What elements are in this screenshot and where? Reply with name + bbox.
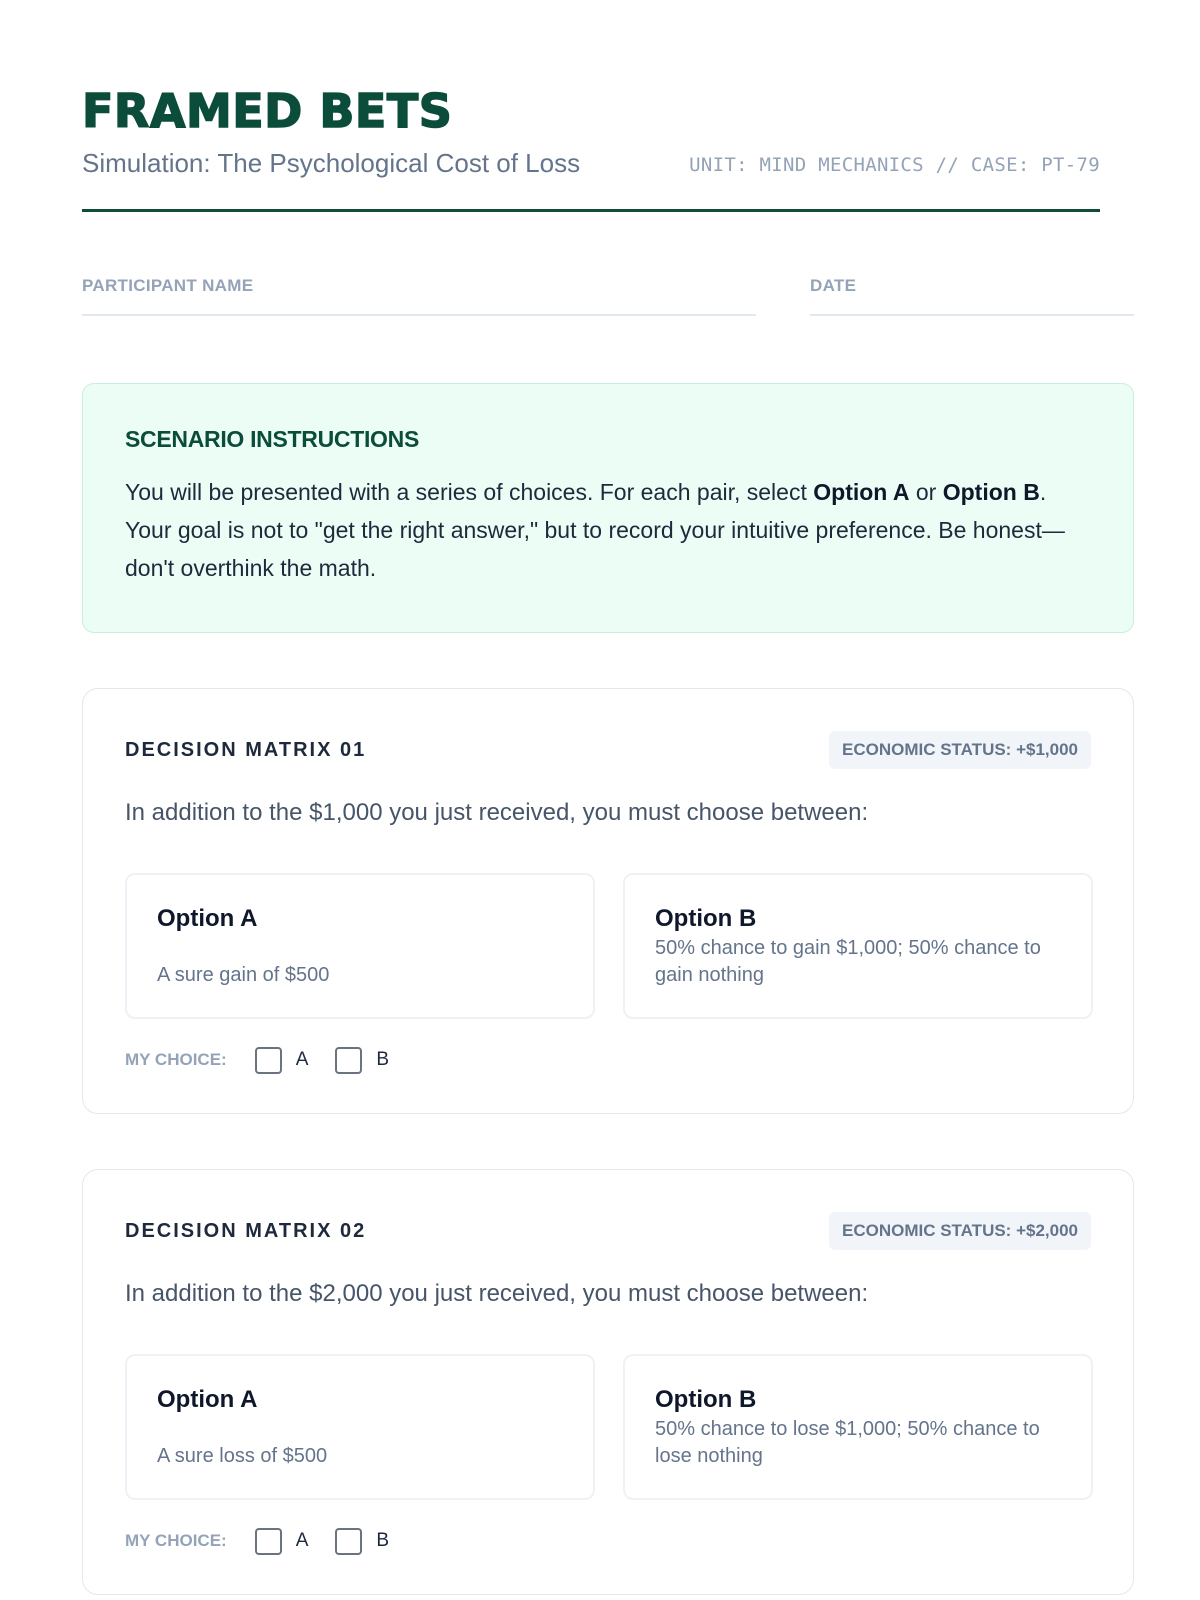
option-a-card [125, 873, 595, 1019]
option-a-description: A sure gain of $500 [157, 964, 330, 986]
option-b-description: 50% chance to gain $1,000; 50% chance to gain nothing [655, 937, 1041, 986]
instructions-text [125, 473, 1091, 587]
option-a-title: Option A [157, 1386, 258, 1413]
instructions-text-part: . Your goal is not to "get the right answer," but to record your intuitive preference. Be honest—don't overthink the math. [125, 479, 1065, 581]
instructions-heading: SCENARIO INSTRUCTIONS [125, 426, 419, 452]
instructions-text-part: or [909, 479, 943, 505]
option-b-description: 50% chance to lose $1,000; 50% chance to lose nothing [655, 1418, 1040, 1467]
option-b-card [623, 873, 1093, 1019]
instructions-option-a: Option A [813, 479, 910, 505]
option-b-title: Option B [655, 1386, 757, 1413]
scenario-instructions [82, 383, 1134, 633]
page-subtitle: Simulation: The Psychological Cost of Loss [82, 148, 581, 178]
my-choice-label: MY CHOICE: [125, 1050, 227, 1069]
choice-a-label: A [295, 1530, 309, 1551]
option-a-title: Option A [157, 905, 258, 932]
instructions-text-part: You will be presented with a series of choices. For each pair, select [125, 479, 814, 505]
choice-a-label: A [295, 1049, 309, 1070]
option-b-card [623, 1354, 1093, 1500]
my-choice-label: MY CHOICE: [125, 1531, 227, 1550]
matrix-prompt: In addition to the $1,000 you just received, you must choose between: [125, 799, 869, 826]
matrix-title: DECISION MATRIX 01 [125, 739, 367, 761]
decision-matrix-card [82, 688, 1134, 1114]
choice-b-label: B [376, 1049, 390, 1070]
option-a-card [125, 1354, 595, 1500]
choice-b-label: B [376, 1530, 390, 1551]
decision-matrix-card [82, 1169, 1134, 1595]
my-choice-row [125, 1527, 416, 1555]
unit-case-code: UNIT: MIND MECHANICS // CASE: PT-79 [689, 154, 1100, 176]
participant-name-field[interactable] [82, 276, 756, 316]
header [82, 80, 1100, 212]
instructions-option-b: Option B [942, 479, 1040, 505]
choice-a-checkbox[interactable] [255, 1047, 282, 1074]
matrix-title: DECISION MATRIX 02 [125, 1220, 367, 1242]
choice-b-checkbox[interactable] [335, 1528, 362, 1555]
choice-b-checkbox[interactable] [335, 1047, 362, 1074]
date-field[interactable] [810, 276, 1134, 316]
date-label: DATE [810, 276, 857, 295]
my-choice-row [125, 1046, 416, 1074]
page-title: FRAMED BETS [82, 84, 453, 138]
economic-status-badge: ECONOMIC STATUS: +$1,000 [829, 731, 1091, 769]
option-b-title: Option B [655, 905, 757, 932]
choice-a-checkbox[interactable] [255, 1528, 282, 1555]
economic-status-badge: ECONOMIC STATUS: +$2,000 [829, 1212, 1091, 1250]
participant-name-label: PARTICIPANT NAME [82, 276, 254, 295]
matrix-prompt: In addition to the $2,000 you just received, you must choose between: [125, 1280, 869, 1307]
option-a-description: A sure loss of $500 [157, 1445, 328, 1467]
